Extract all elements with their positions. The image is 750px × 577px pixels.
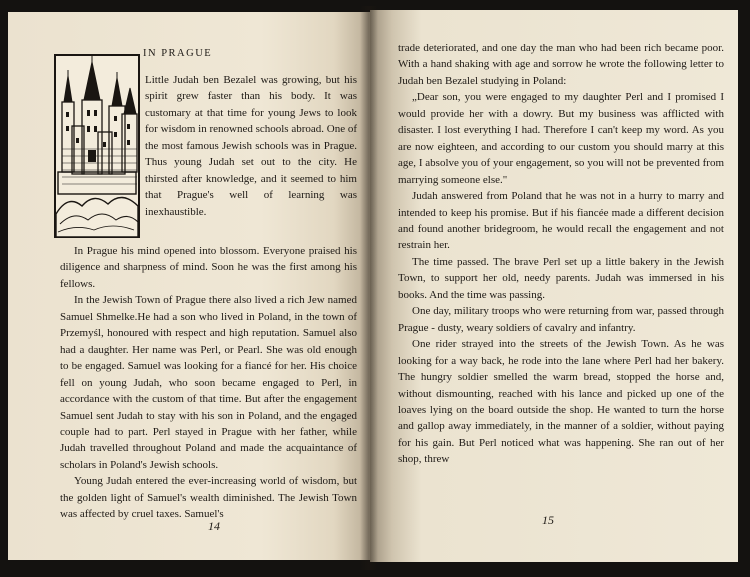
intro-paragraph (145, 72, 357, 220)
paragraph: In the Jewish Town of Prague there also lived a rich Jew named Samuel Shmelke.He had a son who lived in Poland, in the town of Przemyśl, honoured with respect and high reputation. Samuel also had a daughter. Her name was Perl, or Pearl. She was old enough to be engaged. Samuel was looking for a fiancé for her. His choice fell on young Judah, who soon became engaged to Perl, in accordance with the custom of that time. But after the engagement Samuel sent Judah to stay with his son in Poland, and the engaged couple had to part. Perl stayed in Prague with her father, while Judah travelled throughout Poland and made the acquaintance of scholars in Poland's Jewish schools. (60, 294, 357, 471)
paragraph: Judah answered from Poland that he was not in a hurry to marry and intended to keep his promise. But if his fiancée made a different decision and found another bridegroom, he would recall the engagement and not restrain her. (398, 190, 724, 252)
paragraph: Young Judah entered the ever-increasing world of wisdom, but the golden light of Samuel's wealth diminished. The Jewish Town was affected by cruel taxes. Samuel's (60, 475, 357, 521)
book-gutter (360, 6, 378, 570)
intro-paragraph-text: Little Judah ben Bezalel was growing, but his spirit grew faster than his body. It was customary at that time for young Jews to look for wisdom in renowned schools abroad. One of the most famous Jewish schools was in Prague. Thus young Judah set out to the city. He thirsted after knowledge, and it seemed to him that Prague's well of learning was inexhaustible. (145, 74, 358, 218)
page-number-right: 15 (542, 513, 554, 527)
running-header: IN PRAGUE (143, 48, 213, 59)
paragraph: The time passed. The brave Perl set up a little bakery in the Jewish Town, to support her old, needy parents. Judah was immersed in his books. And the time was passing. (398, 255, 724, 301)
paragraph: „Dear son, you were engaged to my daughter Perl and I promised I would provide her with a dowry. But my business was afflicted with disaster. I lost everything I had. Therefore I can't keep my word. As you are now eighteen, and according to our custom you should marry at this age, I absolve you of your engagement, so you will not be prevented from marrying someone else." (398, 91, 724, 186)
paragraph: In Prague his mind opened into blossom. Everyone praised his diligence and sharpness of mind. Soon he was the first among his fellows. (60, 245, 357, 290)
right-page (370, 10, 738, 562)
right-body-text (398, 40, 724, 468)
paragraph: One rider strayed into the streets of the Jewish Town. As he was looking for a way back, he rode into the lane where Perl had her bakery. The hungry soldier smelled the warm bread, stopped the horse and, without dismounting, reached with his lance and picked up one of the loaves lying on the board outside the shop. He wanted to turn the horse and gallop away immediately, in the manner of a soldier, without paying for his gain. But Perl noticed what was happening. She ran out of her shop, threw (398, 338, 724, 466)
page-number-left: 14 (208, 519, 220, 533)
left-page (8, 12, 370, 560)
paragraph: trade deteriorated, and one day the man who had been rich became poor. With a hand shaking with age and sorrow he wrote the following letter to Judah ben Bezalel studying in Poland: (398, 42, 724, 87)
paragraph: One day, military troops who were returning from war, passed through Prague - dusty, weary soldiers of cavalry and infantry. (398, 305, 724, 334)
left-body-text (60, 243, 357, 523)
prague-woodcut-illustration (54, 54, 140, 238)
